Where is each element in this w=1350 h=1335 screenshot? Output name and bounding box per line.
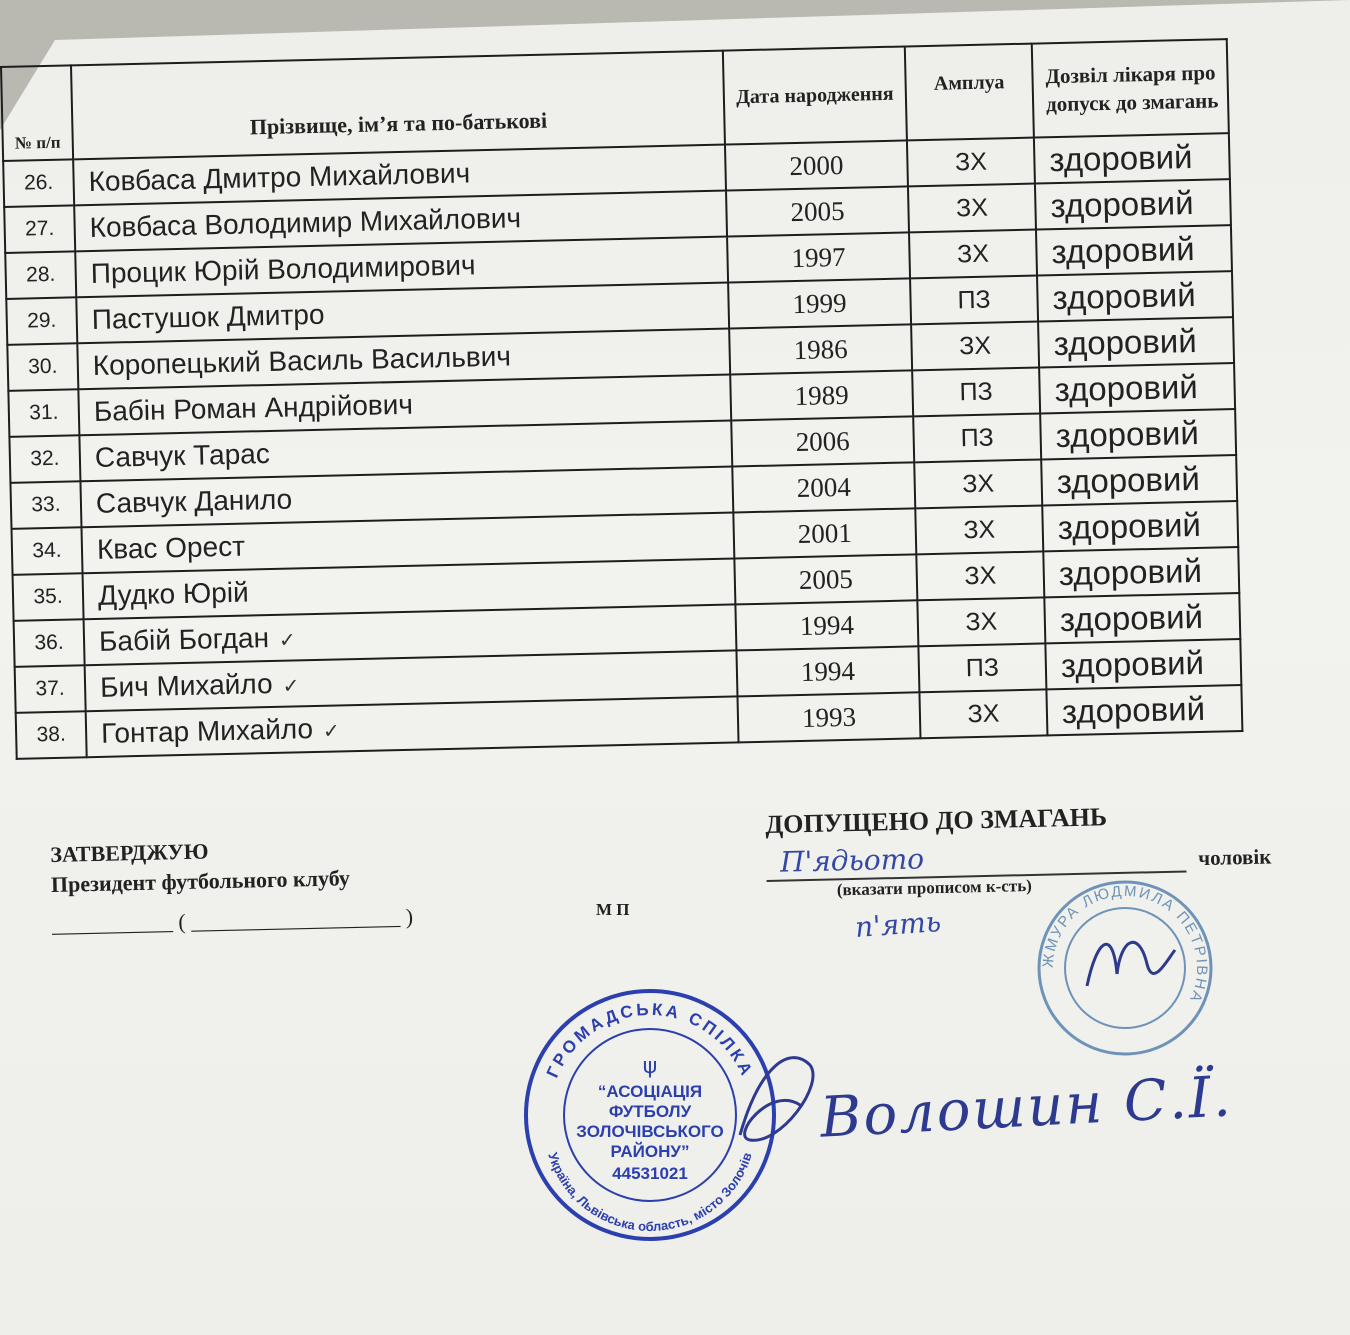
approve-title: ЗАТВЕРДЖУЮ	[50, 838, 209, 867]
row-year	[729, 324, 912, 374]
row-year	[734, 554, 917, 604]
check-mark-icon: ✓	[282, 673, 300, 698]
row-name-text: Ковбаса Володимир Михайлович	[89, 202, 522, 244]
row-doctor	[1039, 363, 1235, 413]
row-doctor	[1046, 685, 1242, 735]
row-doctor-text: здоровий	[1054, 367, 1199, 409]
row-role	[919, 689, 1047, 738]
approve-block	[50, 832, 413, 940]
row-role	[911, 322, 1039, 371]
row-year-text: 1986	[793, 333, 848, 365]
row-year	[727, 232, 910, 282]
row-doctor-text: здоровий	[1051, 229, 1195, 271]
header-role: Амплуа	[905, 44, 1034, 141]
row-num-text: 26.	[23, 170, 54, 195]
row-year-text: 2001	[797, 517, 853, 549]
row-year-text: 1993	[801, 701, 857, 733]
row-num-text: 34.	[32, 538, 62, 563]
row-doctor	[1036, 225, 1232, 275]
player-table-wrapper	[0, 38, 1243, 760]
row-doctor-text: здоровий	[1059, 597, 1204, 639]
row-year	[736, 646, 919, 696]
row-num-text: 32.	[30, 446, 60, 471]
row-num	[16, 711, 87, 759]
admitted-count-handwritten-2: п'ять	[853, 905, 943, 944]
row-year	[737, 692, 920, 742]
row-role-text: ПЗ	[959, 377, 993, 406]
row-name-text: Процик Юрій Володимирович	[90, 249, 476, 289]
trident-icon: ψ	[642, 1054, 658, 1079]
row-num	[6, 297, 77, 345]
admitted-title: ДОПУЩЕНО ДО ЗМАГАНЬ	[765, 802, 1108, 839]
row-num	[7, 343, 78, 391]
row-num-text: 36.	[34, 630, 64, 655]
row-role-text: ПЗ	[960, 423, 995, 452]
row-name-text: Савчук Данило	[95, 483, 293, 519]
row-name-text: Гонтар Михайло	[100, 713, 314, 749]
row-name-text: Коропецький Василь Васильвич	[92, 340, 512, 381]
row-year	[735, 600, 918, 650]
row-doctor-text: здоровий	[1060, 643, 1205, 685]
row-year-text: 2005	[798, 563, 854, 595]
row-role	[910, 276, 1038, 325]
doctor-stamp-ring: ЖМУРА ЛЮДМИЛА ПЕТРІВНА	[1039, 882, 1211, 1006]
table-body	[3, 133, 1242, 759]
player-table	[0, 38, 1243, 760]
row-role-text: ЗХ	[964, 561, 997, 590]
stamp-ring-bottom: Україна, Львівська область, місто Золочів	[545, 1150, 755, 1235]
row-num	[9, 435, 80, 483]
row-role-text: ЗХ	[954, 147, 988, 176]
row-doctor	[1041, 455, 1237, 505]
row-num	[12, 527, 83, 575]
row-num	[4, 205, 75, 253]
row-num-text: 38.	[36, 722, 67, 747]
row-num-text: 27.	[24, 216, 55, 241]
row-year-text: 1994	[800, 655, 856, 687]
row-name-text: Бабін Роман Андрійович	[93, 388, 414, 427]
row-year	[730, 370, 913, 420]
row-year-text: 2000	[789, 149, 844, 181]
row-role-text: ПЗ	[957, 285, 991, 314]
row-num	[10, 481, 81, 529]
row-role	[917, 597, 1045, 646]
row-role	[918, 643, 1046, 692]
row-role-text: ЗХ	[965, 607, 998, 636]
check-mark-icon: ✓	[322, 718, 341, 743]
doctor-signature	[1087, 942, 1175, 986]
svg-text:ЖМУРА ЛЮДМИЛА ПЕТРІВНА	[1040, 883, 1211, 1006]
row-doctor-text: здоровий	[1058, 551, 1203, 593]
row-year-text: 2006	[795, 425, 851, 457]
row-doctor	[1037, 271, 1233, 321]
row-num-text: 33.	[31, 492, 61, 517]
row-role	[915, 505, 1043, 554]
row-num	[14, 619, 85, 667]
row-num-text: 28.	[25, 262, 56, 287]
row-role-text: ЗХ	[955, 193, 989, 222]
row-role	[913, 413, 1041, 462]
row-doctor-text: здоровий	[1056, 459, 1201, 501]
row-num	[8, 389, 79, 437]
row-role	[908, 184, 1036, 233]
row-role-text: ЗХ	[967, 698, 1000, 728]
row-doctor	[1038, 317, 1234, 367]
row-role-text: ЗХ	[962, 469, 995, 498]
header-num: № п/п	[1, 65, 73, 161]
row-role	[914, 459, 1042, 508]
header-doctor: Дозвіл лікаря про допуск до змагань	[1032, 39, 1229, 137]
row-num-text: 37.	[35, 676, 65, 701]
row-num-text: 31.	[29, 400, 59, 425]
row-doctor-text: здоровий	[1057, 505, 1202, 547]
row-year	[728, 278, 911, 328]
row-role-text: ЗХ	[956, 239, 990, 268]
stamp-line4: РАЙОНУ”	[610, 1142, 690, 1161]
row-year-text: 1994	[799, 609, 855, 641]
row-name-text: Дудко Юрій	[97, 576, 249, 611]
stamp-line2: ФУТБОЛУ	[608, 1102, 692, 1121]
row-doctor-text: здоровий	[1055, 413, 1200, 455]
stamp-code: 44531021	[612, 1164, 688, 1183]
row-name-text: Савчук Тарас	[94, 437, 271, 473]
count-hint: (вказати прописом к-сть)	[836, 875, 1033, 900]
header-year: Дата народження	[723, 46, 907, 144]
mp-label: М П	[596, 900, 630, 919]
row-num-text: 30.	[27, 354, 58, 379]
row-year-text: 1997	[791, 241, 846, 273]
row-doctor	[1044, 593, 1240, 643]
row-doctor-text: здоровий	[1053, 321, 1198, 363]
row-year	[726, 186, 909, 236]
check-mark-icon: ✓	[278, 627, 297, 652]
row-doctor-text: здоровий	[1061, 689, 1206, 731]
stamp-ring-top: ГРОМАДСЬКА СПІЛКА	[542, 999, 758, 1081]
row-num-text: 29.	[26, 308, 57, 333]
row-name-text: Бабій Богдан	[98, 622, 270, 657]
row-year-text: 2005	[790, 195, 845, 227]
row-num	[3, 159, 74, 207]
row-year	[725, 140, 908, 190]
row-year	[731, 416, 914, 466]
row-year-text: 1999	[792, 287, 847, 319]
row-year	[733, 508, 916, 558]
row-name-text: Ковбаса Дмитро Михайлович	[88, 157, 471, 198]
row-role-text: ПЗ	[965, 652, 1000, 682]
persons-label: чоловік	[1197, 844, 1272, 871]
row-doctor	[1034, 133, 1230, 183]
row-doctor	[1045, 639, 1241, 689]
row-year	[732, 462, 915, 512]
row-doctor	[1040, 409, 1236, 459]
row-role	[907, 138, 1035, 187]
row-num	[5, 251, 76, 299]
row-doctor	[1042, 501, 1238, 551]
row-doctor-text: здоровий	[1048, 137, 1193, 179]
row-doctor	[1043, 547, 1239, 597]
row-name-text: Бич Михайло	[99, 667, 273, 703]
row-role	[916, 551, 1044, 600]
row-role-text: ЗХ	[958, 331, 992, 360]
doctor-stamp	[1035, 878, 1215, 1058]
stamp-line3: ЗОЛОЧІВСЬКОГО	[576, 1122, 724, 1141]
approve-signature-line: ___________ ( ___________________ )	[51, 903, 414, 937]
row-name-text: Пастушок Дмитро	[91, 298, 325, 335]
row-name-text: Квас Орест	[96, 530, 246, 565]
row-year-text: 2004	[796, 471, 852, 503]
admitted-count-handwritten: П'ядьото	[779, 842, 925, 879]
row-role	[909, 230, 1037, 279]
row-doctor-text: здоровий	[1052, 275, 1197, 317]
approve-role: Президент футбольного клубу	[50, 865, 351, 897]
row-doctor	[1035, 179, 1231, 229]
president-signature: Волошин С.Ї.	[818, 1064, 1235, 1151]
row-role	[912, 368, 1040, 417]
header-name: Прізвище, ім’я та по-батькові	[71, 51, 725, 160]
stamp-line1: “АСОЦІАЦІЯ	[597, 1082, 703, 1101]
row-year-text: 1989	[794, 379, 850, 411]
row-num	[15, 665, 86, 713]
row-num	[13, 573, 84, 621]
row-role-text: ЗХ	[963, 515, 996, 544]
row-num-text: 35.	[33, 584, 63, 609]
row-doctor-text: здоровий	[1050, 183, 1194, 225]
